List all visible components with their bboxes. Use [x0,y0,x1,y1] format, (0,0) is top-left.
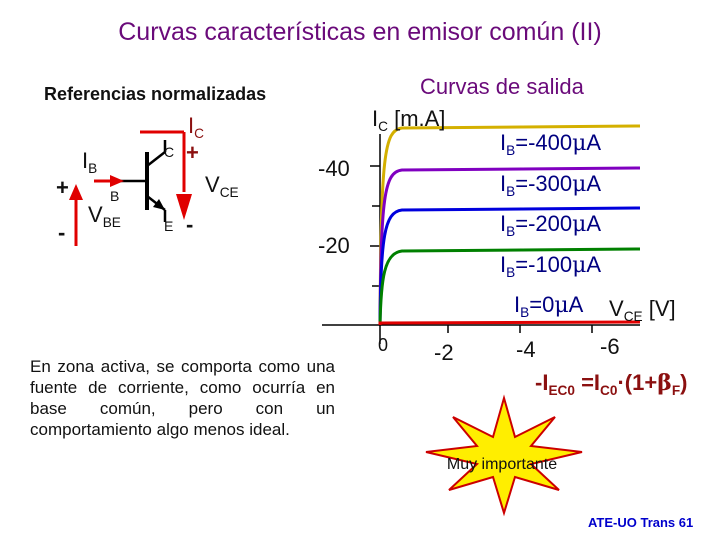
emitter-terminal-label: E [164,218,174,234]
emitter-minus-sign: - [186,212,194,237]
curve-label: $I_B=-300\mu A$ [500,171,602,199]
ib-arrow [94,175,124,187]
collector-plus-sign: + [186,140,199,165]
curves-heading: Curvas de salida [420,74,584,99]
vce-label: $V_{CE}$ [205,172,239,200]
y-axis-label: $I_C$ [m.A] [372,106,446,134]
reference-heading: Referencias normalizadas [44,84,267,104]
ib-label: $I_B$ [82,148,98,176]
x-tick-label: 0 [378,335,389,355]
base-minus-sign: - [58,220,66,245]
base-terminal-label: B [110,188,120,204]
x-tick-label: -6 [600,334,620,359]
y-tick-label: -20 [318,233,350,258]
transistor-symbol [119,140,165,222]
y-tick-label: -40 [318,156,350,181]
curve-label: $I_B=0\mu A$ [514,292,584,320]
vbe-label: $V_{BE}$ [88,202,121,230]
curve-label: $I_B=-400\mu A$ [500,130,602,158]
page-title: Curvas características en emisor común (II) [118,18,602,46]
curve-label: $I_B=-100\mu A$ [500,252,602,280]
iec0-formula: $-I_{EC0} =I_{C0}\cdot(1+\beta_F)$ [535,370,688,398]
ic-label: $I_C$ [188,113,204,141]
x-tick-label: -4 [516,337,536,362]
collector-terminal-label: C [164,144,175,160]
graph-axes [322,134,640,344]
slide-footer: ATE-UO Trans 61 [588,515,694,530]
importance-label: Muy importante [446,456,558,473]
curve-label: $I_B=-200\mu A$ [500,211,602,239]
x-axis-label: $V_{CE}$ [V] [609,296,676,324]
explanation-text: En zona activa, se comporta como una fuente de corriente, como ocurría en base común, pero con un comportamiento algo menos ideal. [30,357,335,439]
x-tick-label: -2 [434,340,454,365]
base-plus-sign: + [56,175,69,200]
vbe-arrow [69,184,83,246]
